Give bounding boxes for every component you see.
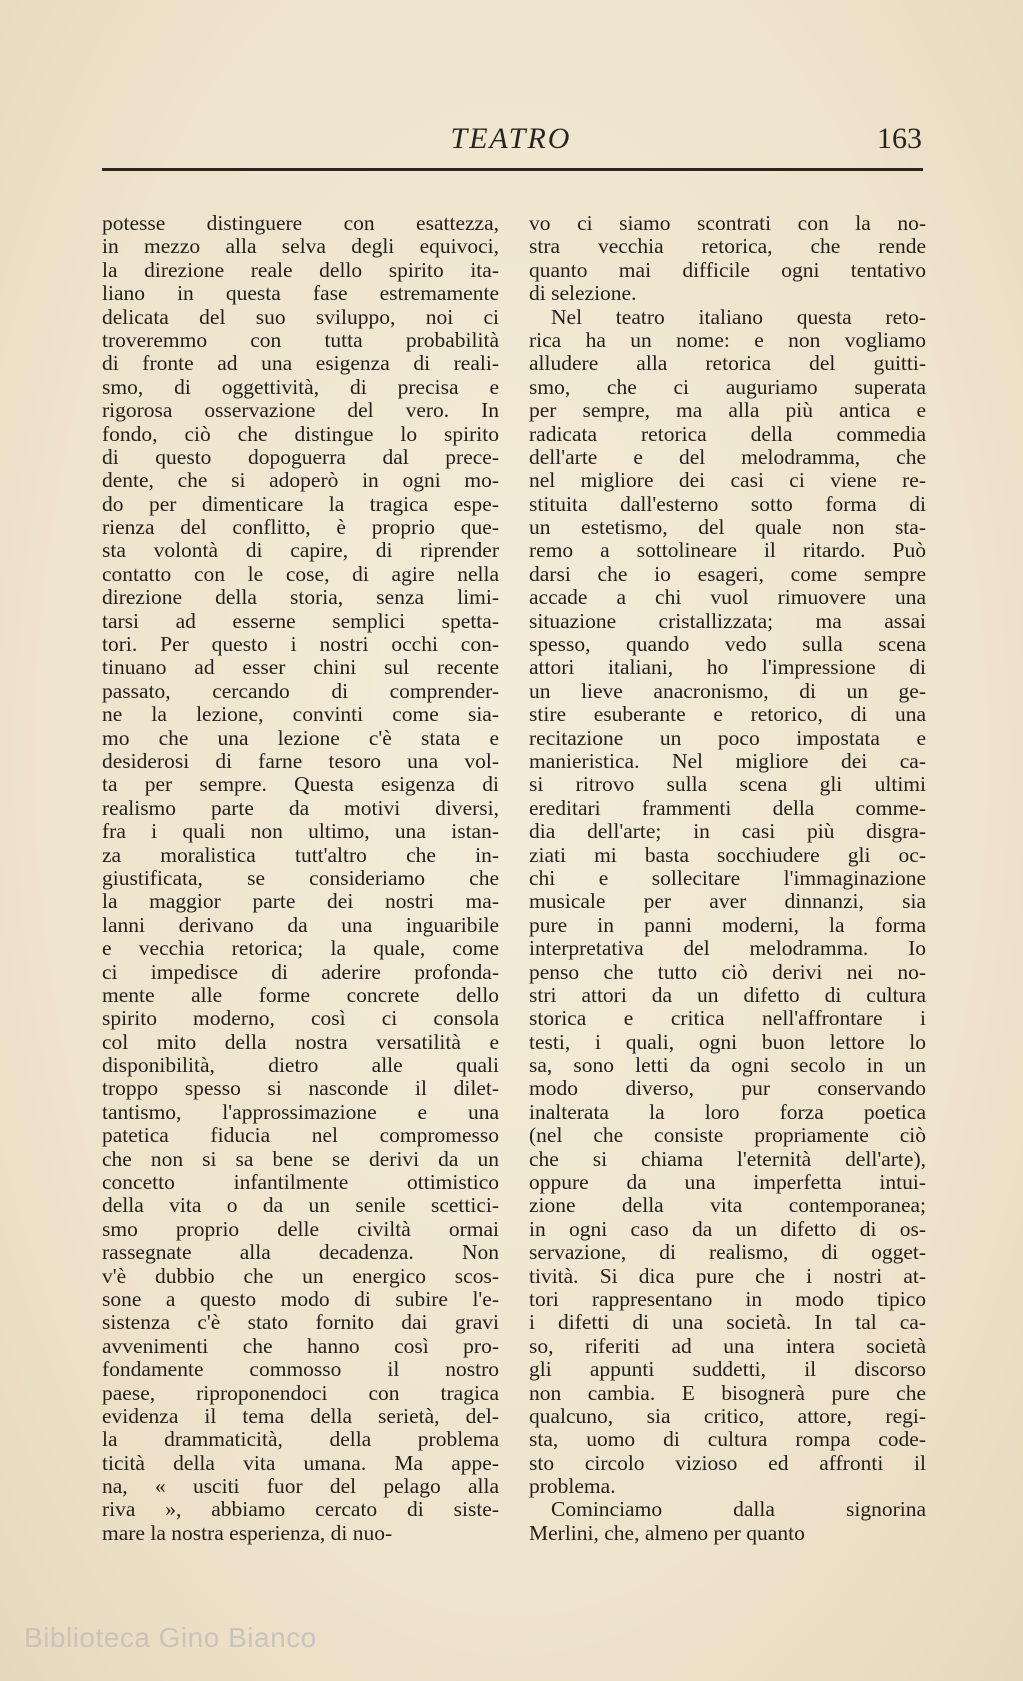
text-line: lanni derivano da una inguaribile [102,913,499,937]
text-line: realismo parte da motivi diversi, [102,796,499,820]
text-line: modo diverso, pur conservando [529,1077,926,1101]
text-line: rica ha un nome: e non vogliamo [529,328,926,352]
library-watermark: Biblioteca Gino Bianco [24,1622,317,1653]
text-line: la direzione reale dello spirito ita- [102,258,499,282]
page-header [100,118,922,166]
text-line: accade a chi vuol rimuovere una [529,586,926,610]
text-line: tinuano ad esser chini sul recente [102,656,499,680]
text-line: ziati mi basta socchiudere gli oc- [529,843,926,867]
text-line: testi, i quali, ogni buon lettore lo [529,1030,926,1054]
page-number: 163 [877,122,922,155]
text-line: radicata retorica della commedia [529,422,926,446]
text-line: delicata del suo sviluppo, noi ci [102,305,499,329]
text-line: in ogni caso da un difetto di os- [529,1217,926,1241]
text-line: nel migliore dei casi ci viene re- [529,469,926,493]
text-line: col mito della nostra versatilità e [102,1030,499,1054]
text-line: troveremmo con tutta probabilità [102,328,499,352]
text-line: si ritrovo sulla scena gli ultimi [529,773,926,797]
text-line: dia dell'arte; in casi più disgra- [529,820,926,844]
header-rule [102,168,923,171]
text-line: concetto infantilmente ottimistico [102,1171,499,1195]
text-line: (nel che consiste propriamente ciò [529,1124,926,1148]
text-line: tività. Si dica pure che i nostri at- [529,1264,926,1288]
text-line: per sempre, ma alla più antica e [529,399,926,423]
text-line: un estetismo, del quale non sta- [529,516,926,540]
text-line: na, « usciti fuor del pelago alla [102,1475,499,1499]
text-line: storica e critica nell'affrontare i [529,1007,926,1031]
text-line: mare la nostra esperienza, di nuo- [102,1521,393,1545]
text-line: che non si sa bene se derivi da un [102,1147,499,1171]
text-line: ta per sempre. Questa esigenza di [102,773,499,797]
text-line: riva », abbiamo cercato di siste- [102,1498,499,1522]
text-line: sto circolo vizioso ed affronti il [529,1451,926,1475]
text-line: la drammaticità, della problema [102,1428,499,1452]
text-line: chi e sollecitare l'immaginazione [529,866,926,890]
text-line: v'è dubbio che un energico scos- [102,1264,499,1288]
text-line: Merlini, che, almeno per quanto [529,1521,805,1545]
text-line: paese, riproponendoci con tragica [102,1381,499,1405]
text-line: tori rappresentano in modo tipico [529,1287,926,1311]
text-line: musicale per aver dinnanzi, sia [529,890,926,914]
text-line: sa, sono letti da ogni secolo in un [529,1054,926,1078]
text-line: spirito moderno, così ci consola [102,1007,499,1031]
text-line: problema. [529,1475,616,1499]
left-column [102,212,499,1545]
text-line: spesso, quando vedo sulla scena [529,633,926,657]
text-line: liano in questa fase estremamente [102,282,499,306]
text-line: so, riferiti ad una intera società [529,1334,926,1358]
text-line: servazione, di realismo, di ogget- [529,1241,926,1265]
text-line: contatto con le cose, di agire nella [102,562,499,586]
text-line: tori. Per questo i nostri occhi con- [102,633,499,657]
text-line: gli appunti suddetti, il discorso [529,1358,926,1382]
text-line: troppo spesso si nasconde il dilet- [102,1077,499,1101]
text-line: giustificata, se consideriamo che [102,866,499,890]
text-line: di fronte ad una esigenza di reali- [102,352,499,376]
text-line: di questo dopoguerra dal prece- [102,445,499,469]
text-line: sistenza c'è stato fornito dai gravi [102,1311,499,1335]
text-line: mo che una lezione c'è stata e [102,726,499,750]
text-line: disponibilità, dietro alle quali [102,1054,499,1078]
text-line: za moralistica tutt'altro che in- [102,843,499,867]
text-line: evidenza il tema della serietà, del- [102,1404,499,1428]
text-line: Cominciamo dalla signorina [551,1498,926,1522]
text-line: darsi che io esageri, come sempre [529,562,926,586]
text-line: interpretativa del melodramma. Io [529,937,926,961]
text-line: sta, uomo di cultura rompa code- [529,1428,926,1452]
text-line: la maggior parte dei nostri ma- [102,890,499,914]
text-line: inalterata la loro forza poetica [529,1100,926,1124]
text-line: rassegnate alla decadenza. Non [102,1241,499,1265]
text-line: ereditari frammenti della comme- [529,796,926,820]
text-line: smo, che ci auguriamo superata [529,375,926,399]
text-line: in mezzo alla selva degli equivoci, [102,235,499,259]
text-line: stituita dall'esterno sotto forma di [529,492,926,516]
running-head: TEATRO [450,122,572,155]
text-line: di selezione. [529,282,637,306]
text-line: tarsi ad esserne semplici spetta- [102,609,499,633]
text-line: vo ci siamo scontrati con la no- [529,212,926,235]
text-line: smo, di oggettività, di precisa e [102,375,499,399]
text-line: situazione cristallizzata; ma assai [529,609,926,633]
text-line: dell'arte e del melodramma, che [529,445,926,469]
text-line: non cambia. E bisognerà pure che [529,1381,926,1405]
text-line: potesse distinguere con esattezza, [102,212,499,235]
text-line: pure in panni moderni, la forma [529,913,926,937]
text-line: do per dimenticare la tragica espe- [102,492,499,516]
text-line: recitazione un poco impostata e [529,726,926,750]
text-line: ne la lezione, convinti come sia- [102,703,499,727]
text-line: ci impedisce di aderire profonda- [102,960,499,984]
text-line: qualcuno, sia critico, attore, regi- [529,1404,926,1428]
text-line: dente, che si adoperò in ogni mo- [102,469,499,493]
text-line: penso che tutto ciò derivi nei no- [529,960,926,984]
text-line: della vita o da un senile scettici- [102,1194,499,1218]
text-line: fra i quali non ultimo, una istan- [102,820,499,844]
text-line: passato, cercando di comprender- [102,679,499,703]
text-line: stra vecchia retorica, che rende [529,235,926,259]
text-line: manieristica. Nel migliore dei ca- [529,749,926,773]
text-line: fondamente commosso il nostro [102,1358,499,1382]
right-column [529,212,926,1545]
text-line: ticità della vita umana. Ma appe- [102,1451,499,1475]
text-line: stire esuberante e retorico, di una [529,703,926,727]
text-line: stri attori da un difetto di cultura [529,983,926,1007]
text-line: alludere alla retorica del guitti- [529,352,926,376]
text-line: mente alle forme concrete dello [102,983,499,1007]
text-line: avvenimenti che hanno così pro- [102,1334,499,1358]
text-line: attori italiani, ho l'impressione di [529,656,926,680]
text-line: patetica fiducia nel compromesso [102,1124,499,1148]
text-line: Nel teatro italiano questa reto- [551,305,926,329]
text-line: fondo, ciò che distingue lo spirito [102,422,499,446]
text-line: desiderosi di farne tesoro una vol- [102,749,499,773]
text-line: rienza del conflitto, è proprio que- [102,516,499,540]
text-line: sta volontà di capire, di riprender [102,539,499,563]
text-line: zione della vita contemporanea; [529,1194,926,1218]
text-line: rigorosa osservazione del vero. In [102,399,499,423]
text-line: oppure da una imperfetta intui- [529,1171,926,1195]
text-line: tantismo, l'approssimazione e una [102,1100,499,1124]
text-line: e vecchia retorica; la quale, come [102,937,499,961]
text-line: sone a questo modo di subire l'e- [102,1287,499,1311]
text-line: che si chiama l'eternità dell'arte), [529,1147,926,1171]
text-line: direzione della storia, senza limi- [102,586,499,610]
text-line: un lieve anacronismo, di un ge- [529,679,926,703]
text-line: smo proprio delle civiltà ormai [102,1217,499,1241]
text-line: i difetti di una società. In tal ca- [529,1311,926,1335]
text-line: quanto mai difficile ogni tentativo [529,258,926,282]
text-line: remo a sottolineare il ritardo. Può [529,539,926,563]
